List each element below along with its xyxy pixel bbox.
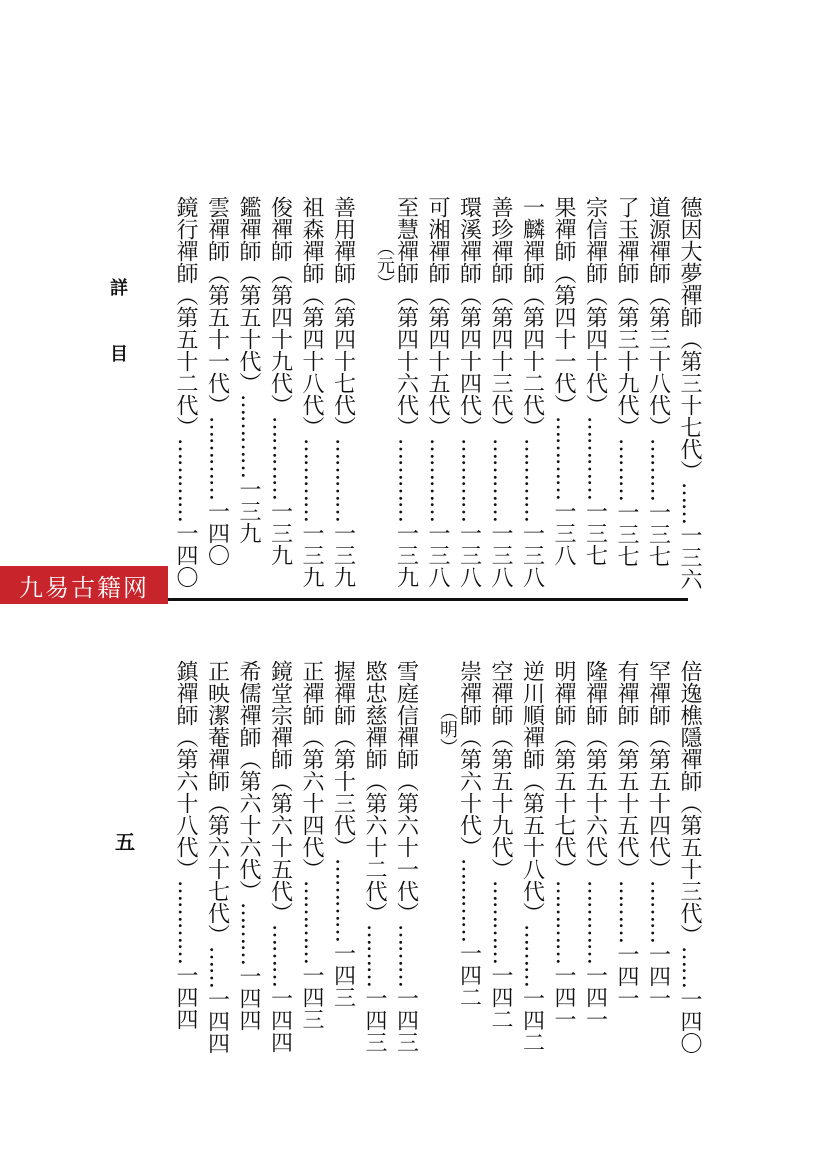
entry-generation: （第六十四代）	[299, 726, 324, 880]
entry-page-number: 一四二	[488, 964, 513, 1030]
entry-generation: （第四十三代）	[488, 284, 513, 438]
entry-name: 雲禪師	[204, 196, 230, 262]
entry-name: 鏡堂宗禪師	[267, 660, 293, 770]
entry-page-number: 一三九	[236, 478, 261, 544]
entry-name: 果禪師	[551, 196, 576, 262]
dot-leader: ………	[267, 924, 293, 987]
entry-name: 鎮禪師	[173, 660, 198, 726]
entry-generation: （第六十八代）	[173, 726, 198, 880]
entry-name: 道源禪師	[645, 196, 671, 284]
toc-entry	[552, 196, 574, 586]
entry-page-number: 一四四	[173, 964, 198, 1030]
entry-name: 正映潔菴禪師	[204, 660, 230, 792]
dot-leader: ………	[645, 880, 671, 943]
entry-name: 鑑禪師	[236, 196, 261, 262]
entry-name: 善用禪師	[330, 196, 356, 284]
dot-leader: …………	[330, 438, 356, 522]
entry-generation: （第四十代）	[582, 284, 608, 416]
toc-entry	[174, 196, 196, 586]
entry-page-number: 一四四	[267, 987, 293, 1053]
toc-entry	[395, 660, 417, 1060]
toc-entry	[458, 196, 480, 586]
entry-page-number: 一四〇	[173, 522, 198, 588]
entry-generation: （第五十代）	[236, 262, 261, 394]
entry-name: 崇禪師	[456, 660, 482, 726]
entry-generation: （第五十五代）	[614, 726, 639, 880]
dot-leader: …………	[330, 858, 356, 942]
entry-name: 握禪師	[330, 660, 356, 726]
dot-leader: …………	[236, 394, 261, 478]
toc-entry	[237, 196, 259, 586]
toc-entry	[332, 196, 354, 586]
toc-entry	[237, 660, 259, 1060]
dot-leader: ………	[393, 924, 419, 987]
entry-name: 鏡行禪師	[173, 196, 198, 284]
entry-generation: （第四十四代）	[456, 284, 482, 438]
toc-entry	[269, 196, 291, 586]
entry-page-number: 一三七	[614, 501, 639, 567]
entry-generation: （第四十六代）	[393, 284, 419, 438]
entry-page-number: 一三九	[393, 522, 419, 588]
entry-page-number: 一四〇	[204, 500, 230, 566]
dot-leader: …………	[582, 416, 608, 500]
dot-leader: …………	[456, 858, 482, 942]
entry-generation: （第五十九代）	[488, 726, 513, 880]
toc-entry	[584, 196, 606, 586]
toc-entry	[552, 660, 574, 1060]
dot-leader: …………	[519, 438, 545, 522]
entry-name: 希儒禪師	[236, 660, 261, 748]
toc-entry	[489, 660, 511, 1060]
dot-leader: …………	[173, 880, 198, 964]
entry-generation: （第五十七代）	[551, 726, 576, 880]
entry-generation: （第四十九代）	[267, 262, 293, 416]
entry-name: 了玉禪師	[614, 196, 639, 284]
toc-entry	[206, 196, 228, 586]
entry-name: 罕禪師	[645, 660, 671, 726]
dot-leader: ……	[677, 482, 702, 524]
entry-generation: （第六十一代）	[393, 770, 419, 924]
entry-page-number: 一四〇	[677, 988, 702, 1054]
entry-name: 善珍禪師	[488, 196, 513, 284]
entry-generation: （第六十代）	[456, 726, 482, 858]
entry-name: 空禪師	[488, 660, 513, 726]
entry-name: 正禪師	[299, 660, 324, 726]
toc-entry	[647, 660, 669, 1060]
toc-entry	[615, 196, 637, 586]
entry-name: 倍逸樵隱禪師	[677, 660, 702, 792]
entry-page-number: 一四一	[582, 964, 608, 1030]
entry-name: 德因大夢禪師	[677, 196, 702, 328]
entry-page-number: 一三九	[267, 500, 293, 566]
entry-name: 一麟禪師	[519, 196, 545, 284]
toc-entry	[678, 660, 700, 1060]
toc-entry	[174, 660, 196, 1060]
dot-leader: …………	[299, 438, 324, 522]
dot-leader: …………	[425, 438, 450, 522]
entry-name: 愍忠慈禪師	[362, 660, 387, 770]
entry-name: 逆川順禪師	[519, 660, 545, 770]
dot-leader: ………	[614, 438, 639, 501]
toc-entry	[332, 660, 354, 1060]
dot-leader: …………	[488, 438, 513, 522]
toc-entry	[269, 660, 291, 1060]
dynasty-heading: （明）	[437, 702, 458, 756]
dot-leader: …………	[204, 416, 230, 500]
entry-generation: （第五十四代）	[645, 726, 671, 880]
dot-leader: …………	[582, 880, 608, 964]
entry-generation: （第三十九代）	[614, 284, 639, 438]
entry-name: 可湘禪師	[425, 196, 450, 284]
toc-entry	[677, 196, 702, 590]
entry-generation: （第四十五代）	[425, 284, 450, 438]
dot-leader: …………	[299, 880, 324, 964]
toc-entry	[521, 660, 543, 1060]
toc-entry	[615, 660, 637, 1060]
entry-page-number: 一三八	[551, 500, 576, 566]
entry-page-number: 一四一	[614, 943, 639, 1009]
entry-generation: （第五十八代）	[519, 770, 545, 924]
dot-leader: ………	[362, 924, 387, 987]
watermark-logo: 九易古籍网	[0, 566, 168, 604]
page-number: 五	[115, 830, 135, 854]
entry-generation: （第六十二代）	[362, 770, 387, 924]
entry-name: 祖森禪師	[299, 196, 324, 284]
entry-page-number: 一四三	[393, 987, 419, 1053]
entry-page-number: 一三七	[582, 500, 608, 566]
entry-generation: （第五十二代）	[173, 284, 198, 438]
entry-generation: （第三十七代）	[677, 328, 702, 482]
toc-entry	[300, 660, 322, 1060]
entry-page-number: 一三九	[299, 522, 324, 588]
entry-name: 有禪師	[614, 660, 639, 726]
entry-page-number: 一四四	[236, 965, 261, 1031]
dot-leader: ………	[614, 880, 639, 943]
dot-leader: ………	[236, 902, 261, 965]
dot-leader: …………	[393, 438, 419, 522]
dynasty-heading: （元）	[374, 238, 395, 292]
entry-name: 雪庭信禪師	[393, 660, 419, 770]
entry-generation: （第四十二代）	[519, 284, 545, 438]
dot-leader: …………	[551, 416, 576, 500]
entry-page-number: 一三八	[519, 522, 545, 588]
dot-leader: …………	[551, 880, 576, 964]
entry-name: 宗信禪師	[582, 196, 608, 284]
entry-page-number: 一四三	[330, 942, 356, 1008]
toc-entry	[521, 196, 543, 586]
toc-entry	[647, 196, 669, 586]
entry-page-number: 一四三	[299, 964, 324, 1030]
entry-page-number: 一四四	[204, 988, 230, 1054]
toc-entry	[489, 196, 511, 586]
toc-entry	[300, 196, 322, 586]
entry-name: 環溪禪師	[456, 196, 482, 284]
entry-page-number: 一三七	[645, 501, 671, 567]
entry-generation: （第五十三代）	[677, 792, 702, 946]
entry-name: 明禪師	[551, 660, 576, 726]
entry-page-number: 一四二	[456, 942, 482, 1008]
dot-leader: ………	[645, 438, 671, 501]
entry-page-number: 一三九	[330, 522, 356, 588]
dot-leader: ………	[519, 924, 545, 987]
entry-generation: （第六十五代）	[267, 770, 293, 924]
dot-leader: …………	[267, 416, 293, 500]
entry-generation: （第五十六代）	[582, 726, 608, 880]
entry-page-number: 一四一	[645, 943, 671, 1009]
entry-name: 至慧禪師	[393, 196, 419, 284]
entry-generation: （第四十七代）	[330, 284, 356, 438]
toc-entry	[206, 660, 228, 1060]
entry-page-number: 一三六	[677, 524, 702, 590]
toc-entry	[395, 196, 417, 586]
entry-generation: （第四十一代）	[551, 262, 576, 416]
entry-generation: （第三十八代）	[645, 284, 671, 438]
entry-page-number: 一三八	[425, 522, 450, 588]
entry-page-number: 一三八	[488, 522, 513, 588]
side-label-top: 詳	[110, 278, 128, 299]
entry-generation: （第六十六代）	[236, 748, 261, 902]
dot-leader: …………	[456, 438, 482, 522]
entry-page-number: 一四一	[551, 964, 576, 1030]
entry-page-number: 一四二	[519, 987, 545, 1053]
entry-page-number: 一三八	[456, 522, 482, 588]
toc-entry	[584, 660, 606, 1060]
toc-entry	[426, 196, 448, 586]
entry-generation: （第五十一代）	[204, 262, 230, 416]
dot-leader: ……	[677, 946, 702, 988]
dot-leader: ……	[204, 946, 230, 988]
toc-entry	[363, 660, 385, 1060]
entry-name: 隆禪師	[582, 660, 608, 726]
entry-name: 俊禪師	[267, 196, 293, 262]
section-divider	[168, 598, 688, 601]
side-label-bottom: 目	[110, 344, 128, 365]
entry-page-number: 一四三	[362, 987, 387, 1053]
dot-leader: …………	[173, 438, 198, 522]
entry-generation: （第四十八代）	[299, 284, 324, 438]
dot-leader: …………	[488, 880, 513, 964]
toc-entry	[458, 660, 480, 1060]
entry-generation: （第十三代）	[330, 726, 356, 858]
entry-generation: （第六十七代）	[204, 792, 230, 946]
